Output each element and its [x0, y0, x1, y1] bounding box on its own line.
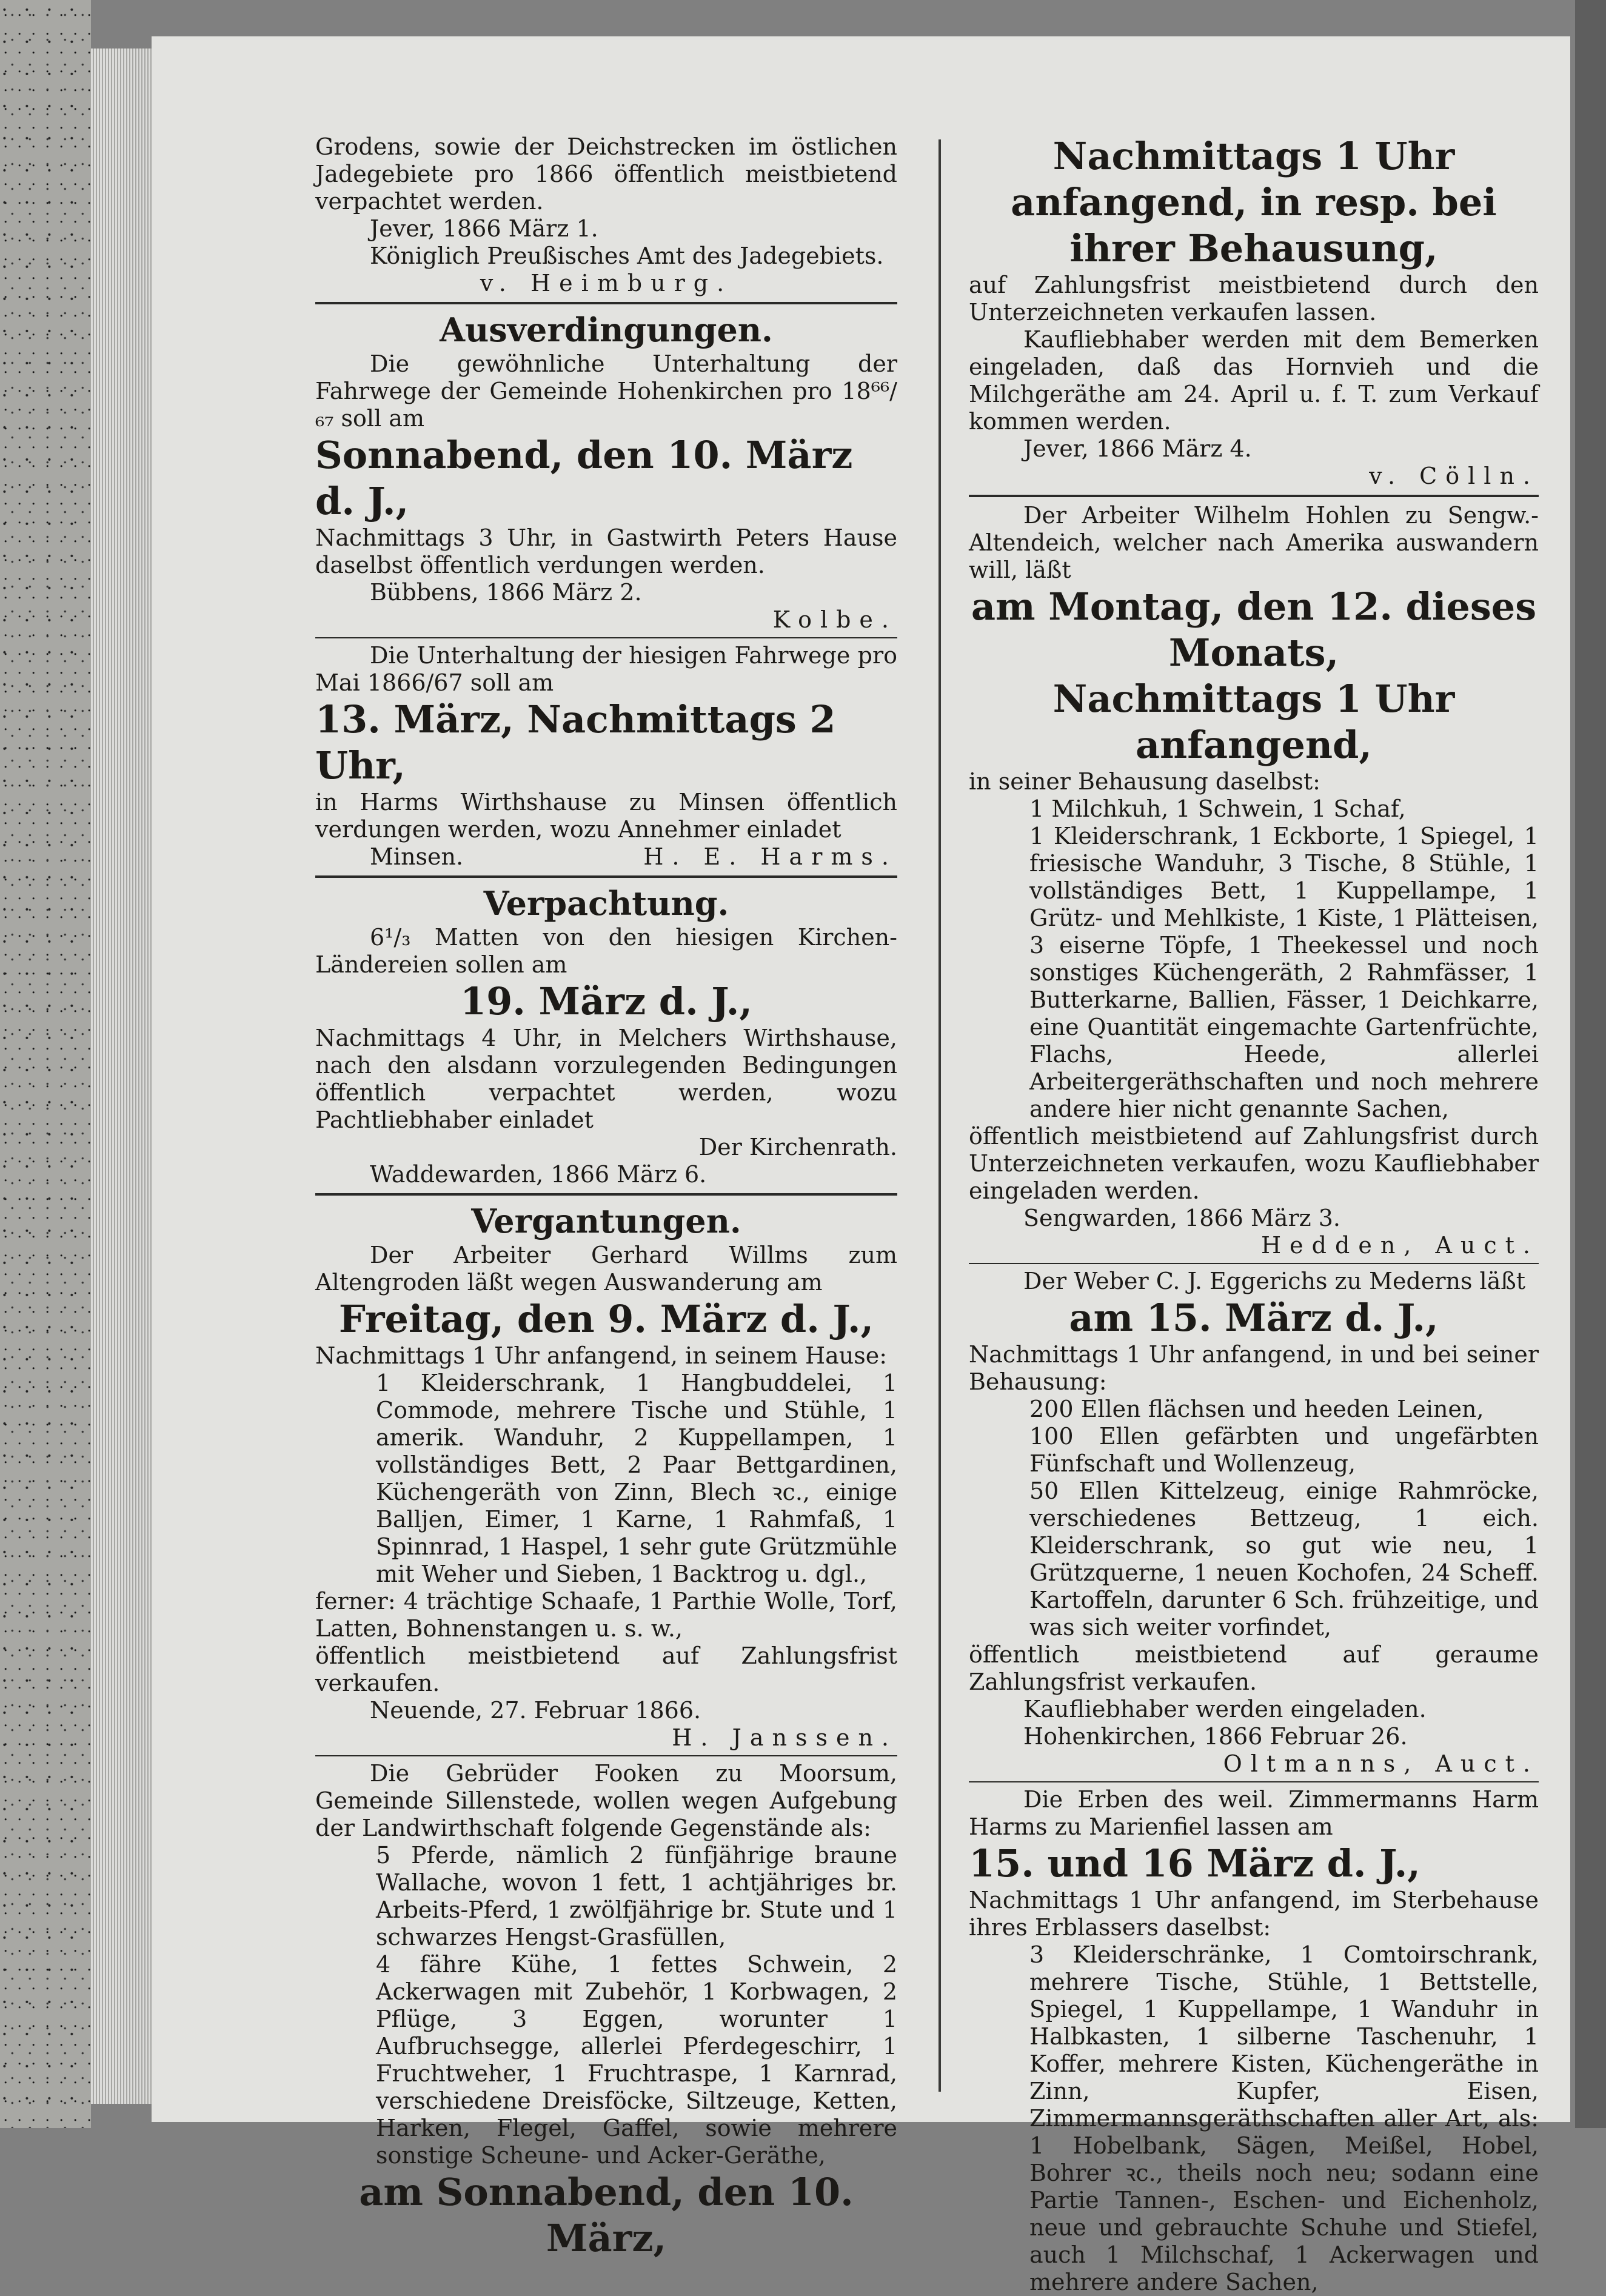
notice-text: Der Arbeiter Gerhard Willms zum Altengroden läßt wegen Auswanderung am	[315, 1242, 897, 1296]
notice-detail: Nachmittags 1 Uhr anfangend, in und bei seiner Behausung:	[969, 1341, 1539, 1395]
notice-rule	[315, 637, 897, 638]
notice-items: 5 Pferde, nämlich 2 fünfjährige braune Wallache, wovon 1 fett, 1 achtjähriges br. Arbeits-Pferd, 1 zwölfjährige br. Stute und 1 schwarzes Hengst-Grasfüllen,	[376, 1842, 897, 1950]
notice-text: Der Arbeiter Wilhelm Hohlen zu Sengw.-Altendeich, welcher nach Amerika auswandern will, läßt	[969, 502, 1539, 583]
notice-items: 1 Kleiderschrank, 1 Eckborte, 1 Spiegel, 1 friesische Wanduhr, 3 Tische, 8 Stühle, 1 vollständiges Bett, 1 Kuppellampe, 1 Grütz- und Mehlkiste, 1 Kiste, 1 Plätteisen, 3 eiserne Töpfe, 1 Theekessel und noch sonstiges Küchengeräth, 2 Rahmfässer, 1 Butterkarne, Ballien, Fässer, 1 Deichkarre, eine Quantität eingemachte Gartenfrüchte, Flachs, Heede, allerlei Arbeitergeräthschaften und noch mehrere andere hier nicht genannte Sachen,	[1029, 823, 1539, 1122]
notice-place: Hohenkirchen, 1866 Februar 26.	[1023, 1723, 1408, 1750]
notice-place: Bübbens, 1866 März 2.	[370, 579, 642, 606]
notice-time: Nachmittags 1 Uhr anfangend,	[1052, 677, 1455, 767]
notice-items: 1 Kleiderschrank, 1 Hangbuddelei, 1 Commode, mehrere Tische und Stühle, 1 amerik. Wanduhr, 2 Kuppellampen, 1 vollständiges Bett, 2 Paar Bettgardinen, Küchengeräth von Zinn, Blech ꝛc., einige Balljen, Eimer, 1 Karne, 1 Rahmfaß, 1 Spinnrad, 1 Haspel, 1 sehr gute Grützmühle mit Weher und Sieben, 1 Backtrog u. dgl.,	[376, 1370, 897, 1587]
notice-signature: Der Kirchenrath.	[698, 1134, 897, 1160]
column-divider	[939, 139, 941, 2092]
notice-signature: v. Heimburg.	[480, 270, 733, 296]
notice-signature: Kolbe.	[772, 606, 897, 633]
notice-signature: v. Cölln.	[1369, 463, 1539, 489]
notice-text: Der Weber C. J. Eggerichs zu Mederns läßt	[1023, 1268, 1526, 1294]
notice-note: Kaufliebhaber werden mit dem Bemerken eingeladen, daß das Hornvieh und die Milchgeräthe am 24. April u. f. T. zum Verkauf kommen werden.	[969, 326, 1539, 435]
notice-items: 3 Kleiderschränke, 1 Comtoirschrank, mehrere Tische, Stühle, 1 Bettstelle, Spiegel, 1 Kuppellampe, 1 Wanduhr in Halbkasten, 1 silberne Taschenuhr, 1 Koffer, mehrere Kisten, Küchengeräthe in Zinn, Kupfer, Eisen, Zimmermannsgeräthschaften aller Art, als: 1 Hobelbank, Sägen, Meißel, Hobel, Bohrer ꝛc., theils noch neu; sodann eine Partie Tannen-, Eschen- und Eichenholz, neue und gebrauchte Schuhe und Stiefel, auch 1 Milchschaf, 1 Ackerwagen und mehrere andere Sachen,	[1029, 1941, 1539, 2295]
notice-place: Sengwarden, 1866 März 3.	[1023, 1205, 1340, 1231]
notice-signature: Oltmanns, Auct.	[1223, 1750, 1539, 1777]
notice-date: 13. März, Nachmittags 2 Uhr,	[315, 697, 836, 788]
notice-detail: Nachmittags 4 Uhr, in Melchers Wirthshause, nach den alsdann vorzulegenden Bedingungen öffentlich verpachtet werden, wozu Pachtliebhaber einladet	[315, 1025, 897, 1133]
notice-place: Jever, 1866 März 4.	[1023, 435, 1252, 462]
notice-date: 15. und 16 März d. J.,	[969, 1841, 1420, 1886]
notice-detail: Nachmittags 3 Uhr, in Gastwirth Peters Hause daselbst öffentlich verdungen werden.	[315, 524, 897, 578]
section-rule	[969, 495, 1539, 497]
notice-items: 200 Ellen flächsen und heeden Leinen,	[1029, 1396, 1484, 1422]
notice-detail: Nachmittags 1 Uhr anfangend, im Sterbehause ihres Erblassers daselbst:	[969, 1887, 1539, 1941]
notice-rule	[969, 1781, 1539, 1782]
notice-rule	[969, 1263, 1539, 1264]
notice-text: Die Unterhaltung der hiesigen Fahrwege pro Mai 1866/67 soll am	[315, 642, 897, 696]
notice-detail: in Harms Wirthshause zu Minsen öffentlich verdungen werden, wozu Annehmer einladet	[315, 789, 897, 843]
book-edge-speckle	[0, 0, 91, 2128]
notice-text: Die Gebrüder Fooken zu Moorsum, Gemeinde Sillenstede, wollen wegen Aufgebung der Landwirthschaft folgende Gegenstände als:	[315, 1760, 897, 1841]
scan-gutter	[1575, 0, 1606, 2128]
notice-close: öffentlich meistbietend auf geraume Zahlungsfrist verkaufen.	[969, 1641, 1539, 1695]
notice-items: 100 Ellen gefärbten und ungefärbten Fünfschaft und Wollenzeug,	[1029, 1423, 1539, 1477]
notice-place: Neuende, 27. Februar 1866.	[370, 1697, 701, 1724]
section-heading: Vergantungen.	[471, 1202, 741, 1240]
notice-date: Freitag, den 9. März d. J.,	[338, 1297, 874, 1341]
notice-text: 6¹/₃ Matten von den hiesigen Kirchen-Ländereien sollen am	[315, 924, 897, 978]
left-column	[315, 133, 897, 2261]
notice-place: Waddewarden, 1866 März 6.	[370, 1161, 707, 1188]
section-rule	[315, 302, 897, 304]
notice-time: Nachmittags 1 Uhr anfangend, in resp. bei ihrer Behausung,	[1011, 134, 1497, 270]
notice-office: Königlich Preußisches Amt des Jadegebiets.	[370, 243, 884, 269]
notice-signature: H. Janssen.	[672, 1724, 897, 1751]
section-heading: Ausverdingungen.	[440, 310, 773, 349]
notice-items: 1 Milchkuh, 1 Schwein, 1 Schaf,	[1029, 795, 1406, 822]
notice-footer	[315, 843, 897, 871]
notice-items: 4 fähre Kühe, 1 fettes Schwein, 2 Ackerwagen mit Zubehör, 1 Korbwagen, 2 Pflüge, 3 Eggen, worunter 1 Aufbruchsegge, allerlei Pferdegeschirr, 1 Fruchtweher, 1 Fruchtraspe, 1 Karnrad, verschiedene Dreisföcke, Siltzeuge, Ketten, Harken, Flegel, Gaffel, sowie mehrere sonstige Scheune- und Acker-Geräthe,	[376, 1951, 897, 2169]
notice-rule	[315, 1755, 897, 1756]
notice-items: ferner: 4 trächtige Schaafe, 1 Parthie Wolle, Torf, Latten, Bohnenstangen u. s. w.,	[315, 1588, 897, 1642]
right-column	[969, 133, 1539, 2296]
notice-date: 19. März d. J.,	[460, 979, 752, 1023]
notice-close: öffentlich meistbietend auf Zahlungsfrist durch Unterzeichneten verkaufen, wozu Kaufliebhaber eingeladen werden.	[969, 1123, 1539, 1204]
notice-text: auf Zahlungsfrist meistbietend durch den Unterzeichneten verkaufen lassen.	[969, 272, 1539, 326]
notice-place: Jever, 1866 März 1.	[370, 215, 598, 242]
section-heading: Verpachtung.	[483, 884, 729, 923]
notice-note: Kaufliebhaber werden eingeladen.	[1023, 1696, 1427, 1722]
notice-date: Sonnabend, den 10. März d. J.,	[315, 433, 853, 523]
notice-signature: H. E. Harms.	[643, 843, 897, 870]
notice-text: Die gewöhnliche Unterhaltung der Fahrwege der Gemeinde Hohenkirchen pro 18⁶⁶/₆₇ soll am	[315, 350, 897, 432]
notice-date: am 15. März d. J.,	[1069, 1296, 1439, 1340]
notice-signature: Hedden, Auct.	[1261, 1232, 1539, 1259]
notice-date: am Montag, den 12. dieses Monats,	[971, 584, 1537, 675]
notice-close: öffentlich meistbietend auf Zahlungsfrist verkaufen.	[315, 1642, 897, 1696]
notice-place: Minsen.	[370, 843, 464, 870]
notice-detail: Nachmittags 1 Uhr anfangend, in seinem Hause:	[315, 1342, 888, 1369]
section-rule	[315, 875, 897, 878]
notice-detail: in seiner Behausung daselbst:	[969, 768, 1320, 795]
notice-items: 50 Ellen Kittelzeug, einige Rahmröcke, verschiedenes Bettzeug, 1 eich. Kleiderschrank, so gut wie neu, 1 Grützquerne, 1 neuen Kochofen, 24 Scheff. Kartoffeln, darunter 6 Sch. frühzeitige, und was sich weiter vorfindet,	[1029, 1478, 1539, 1641]
section-rule	[315, 1193, 897, 1196]
notice-text: Grodens, sowie der Deichstrecken im östlichen Jadegebiete pro 1866 öffentlich meistbietend verpachtet werden.	[315, 133, 897, 215]
notice-text: Die Erben des weil. Zimmermanns Harm Harms zu Marienfiel lassen am	[969, 1786, 1539, 1840]
notice-date: am Sonnabend, den 10. März,	[359, 2170, 854, 2260]
